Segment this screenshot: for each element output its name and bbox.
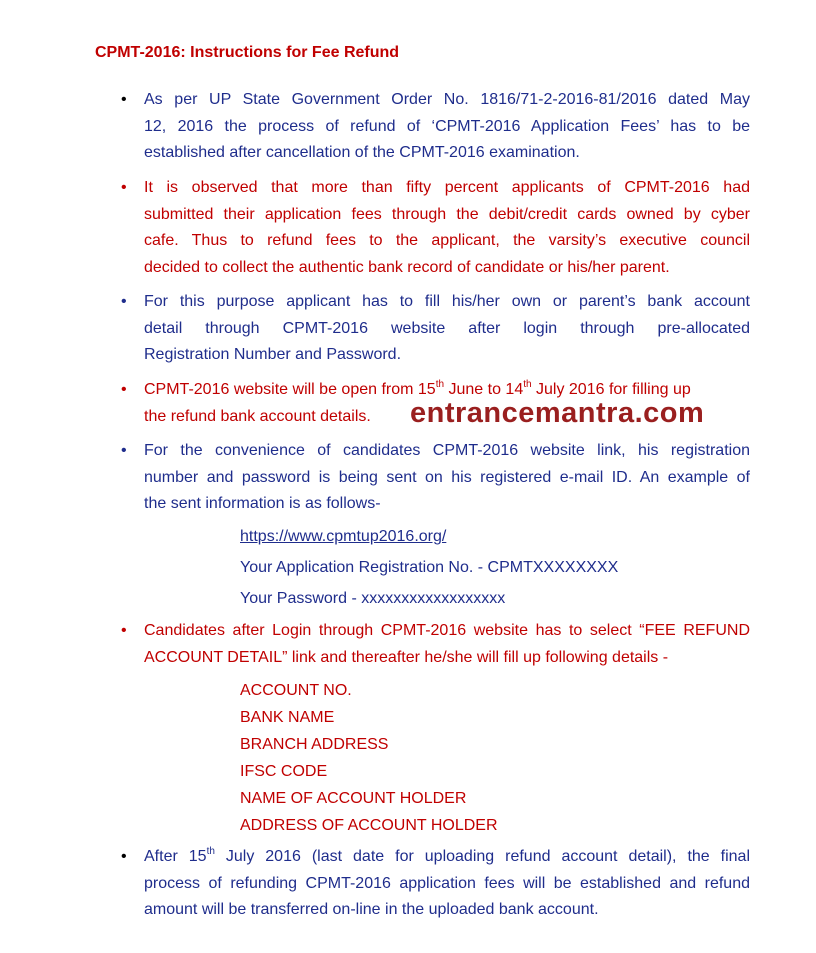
detail-item: IFSC CODE — [240, 763, 328, 780]
text-run: July 2016 for filling up — [531, 381, 691, 398]
page-title: CPMT-2016: Instructions for Fee Refund — [95, 44, 400, 61]
detail-item: NAME OF ACCOUNT HOLDER — [240, 790, 467, 807]
paragraph-line: It is observed that more than fifty percent applicants of CPMT-2016 had — [144, 179, 750, 196]
bullet-icon: • — [121, 442, 127, 459]
paragraph-line: For this purpose applicant has to fill his/her own or parent’s bank account — [144, 293, 750, 310]
bullet-icon: • — [121, 293, 127, 310]
paragraph-line: 12, 2016 the process of refund of ‘CPMT-2016 Application Fees’ has to be — [144, 117, 750, 135]
paragraph-line: Candidates after Login through CPMT-2016 website has to select “FEE REFUND — [144, 622, 750, 639]
text-run: After 15 — [144, 848, 207, 865]
paragraph-observation — [144, 175, 750, 281]
text-run: CPMT-2016 website will be open from 15 — [144, 381, 436, 398]
detail-item: BRANCH ADDRESS — [240, 736, 389, 753]
paragraph-line — [144, 844, 750, 871]
website-link[interactable]: https://www.cpmtup2016.org/ — [240, 528, 447, 545]
paragraph-line: cafe. Thus to refund fees to the applicant, the varsity’s executive council — [144, 232, 750, 249]
superscript: th — [206, 845, 215, 857]
bullet-icon: • — [121, 381, 127, 398]
paragraph-line: the refund bank account details. — [144, 407, 371, 425]
paragraph-convenience — [144, 438, 750, 518]
paragraph-line: Registration Number and Password. — [144, 346, 402, 363]
paragraph-line: established after cancellation of the CPMT-2016 examination. — [144, 144, 580, 161]
paragraph-line: the sent information is as follows- — [144, 495, 381, 512]
watermark-text: entrancemantra.com — [410, 397, 705, 429]
text-run: July 2016 (last date for uploading refund account detail), the final — [214, 848, 751, 865]
paragraph-line: For the convenience of candidates CPMT-2016 website link, his registration — [144, 442, 750, 459]
detail-item: ACCOUNT NO. — [240, 682, 352, 699]
example-registration: Your Application Registration No. - CPMTXXXXXXXX — [240, 559, 619, 576]
bullet-icon: • — [121, 848, 127, 865]
paragraph-purpose — [144, 289, 750, 369]
superscript: th — [523, 378, 532, 390]
paragraph-line: submitted their application fees through the debit/credit cards owned by cyber — [144, 205, 750, 223]
detail-item: ADDRESS OF ACCOUNT HOLDER — [240, 817, 498, 834]
paragraph-line: number and password is being sent on his registered e-mail ID. An example of — [144, 468, 750, 486]
paragraph-line: decided to collect the authentic bank record of candidate or his/her parent. — [144, 258, 670, 276]
paragraph-line: amount will be transferred on-line in the uploaded bank account. — [144, 901, 599, 918]
bullet-icon: • — [121, 179, 127, 196]
bullet-icon: • — [121, 91, 127, 108]
paragraph-government-order — [144, 87, 750, 167]
text-run: June to 14 — [444, 381, 524, 398]
paragraph-line: ACCOUNT DETAIL” link and thereafter he/she will fill up following details - — [144, 648, 669, 666]
detail-item: BANK NAME — [240, 709, 335, 726]
example-password: Your Password - xxxxxxxxxxxxxxxxxx — [240, 590, 506, 607]
superscript: th — [435, 378, 445, 390]
paragraph-line: process of refunding CPMT-2016 application fees will be established and refund — [144, 874, 750, 892]
paragraph-line: As per UP State Government Order No. 1816/71-2-2016-81/2016 dated May — [144, 91, 750, 108]
paragraph-final-process — [144, 844, 750, 924]
paragraph-line: detail through CPMT-2016 website after login through pre-allocated — [144, 319, 750, 337]
bullet-icon: • — [121, 622, 127, 639]
paragraph-login-instructions — [144, 618, 750, 671]
